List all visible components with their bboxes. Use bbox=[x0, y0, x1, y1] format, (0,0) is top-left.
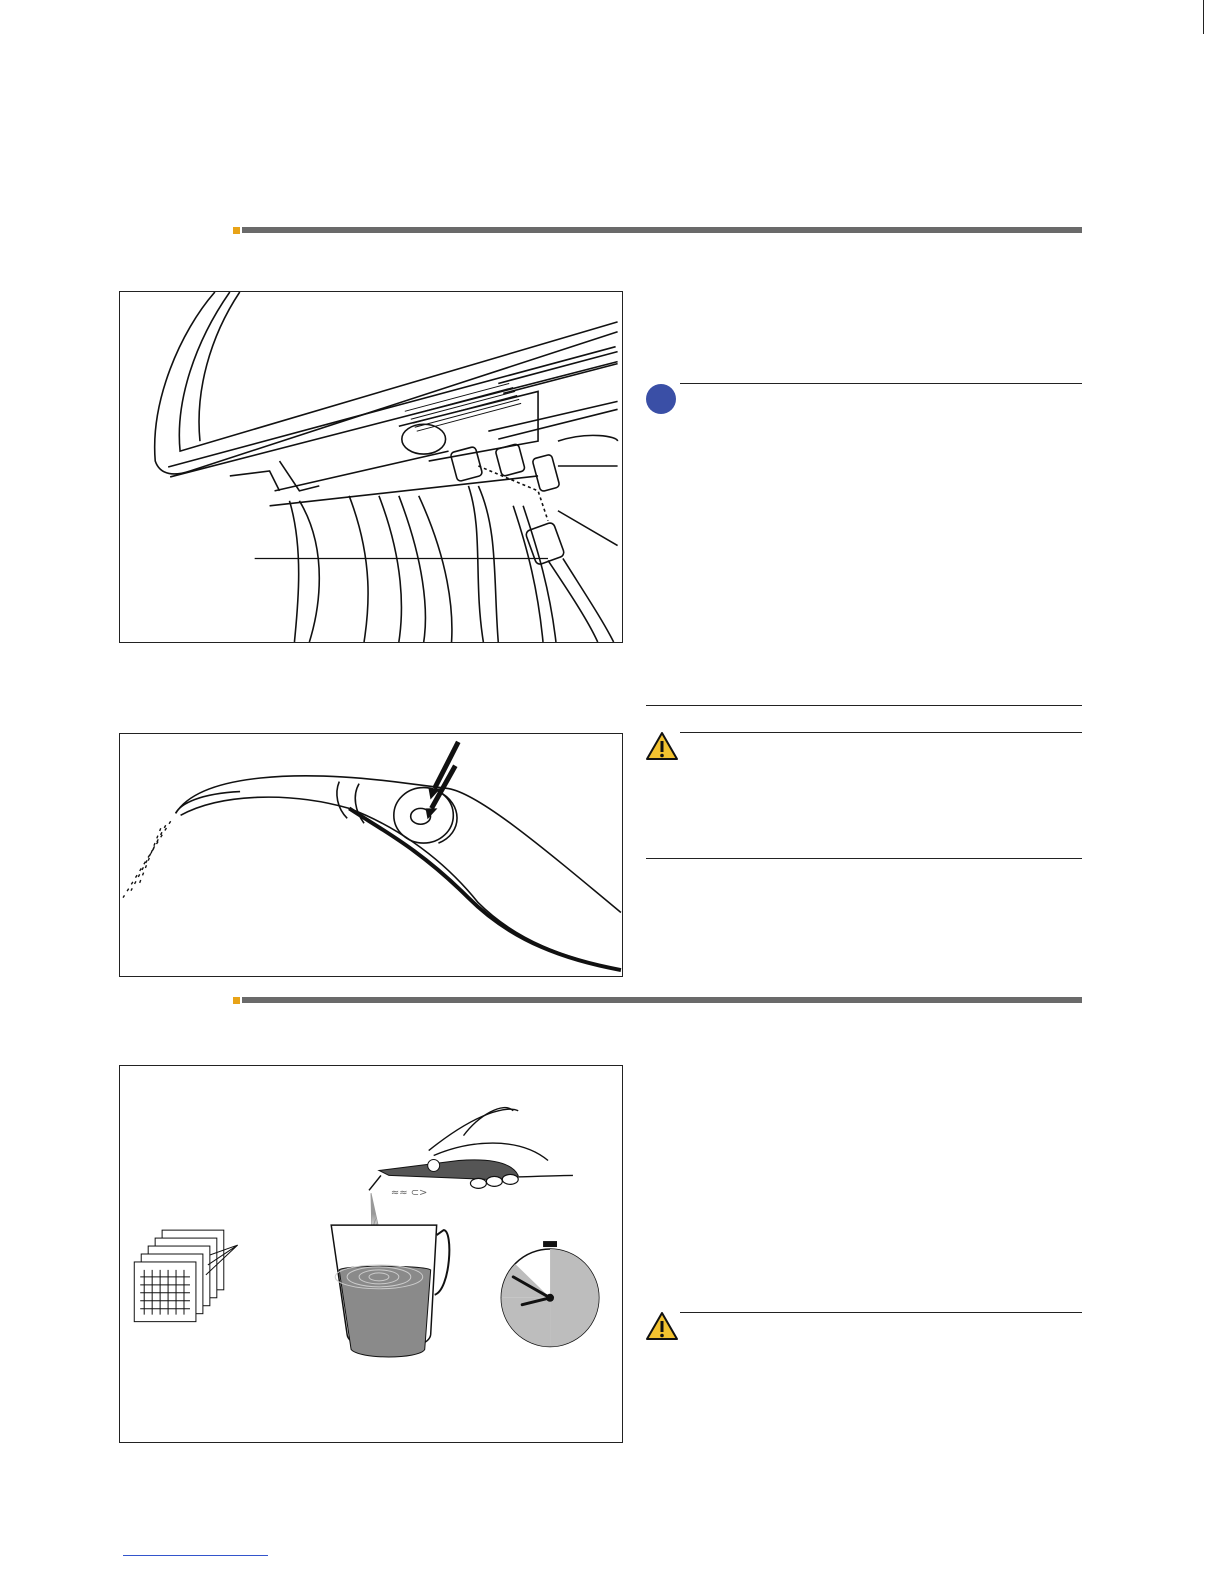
footer-link[interactable] bbox=[123, 1555, 268, 1556]
warning-icon bbox=[645, 1311, 679, 1341]
warning-notice-top-rule bbox=[680, 732, 1082, 733]
warning-notice-top-rule bbox=[680, 1312, 1082, 1313]
warning-notice-bottom-rule bbox=[646, 858, 1082, 859]
svg-text:≈≈ ⊂>: ≈≈ ⊂> bbox=[390, 1187, 428, 1199]
section-marker bbox=[233, 997, 240, 1004]
section-divider-bar bbox=[242, 227, 1082, 233]
hose-connectors-illustration bbox=[120, 292, 622, 642]
section-marker bbox=[233, 227, 240, 234]
notice-separator-rule bbox=[646, 705, 1082, 706]
spray-handpiece-illustration bbox=[120, 734, 622, 976]
warning-icon bbox=[645, 731, 679, 761]
info-icon bbox=[646, 384, 676, 414]
console-connectors-figure bbox=[119, 291, 623, 643]
page-edge-line bbox=[1203, 0, 1204, 34]
section-divider-bar bbox=[242, 997, 1082, 1003]
jug-calendar-timer-illustration bbox=[120, 1066, 622, 1442]
flushing-figure bbox=[119, 1065, 623, 1443]
info-notice-rule bbox=[680, 383, 1082, 384]
handpiece-button-figure bbox=[119, 733, 623, 977]
